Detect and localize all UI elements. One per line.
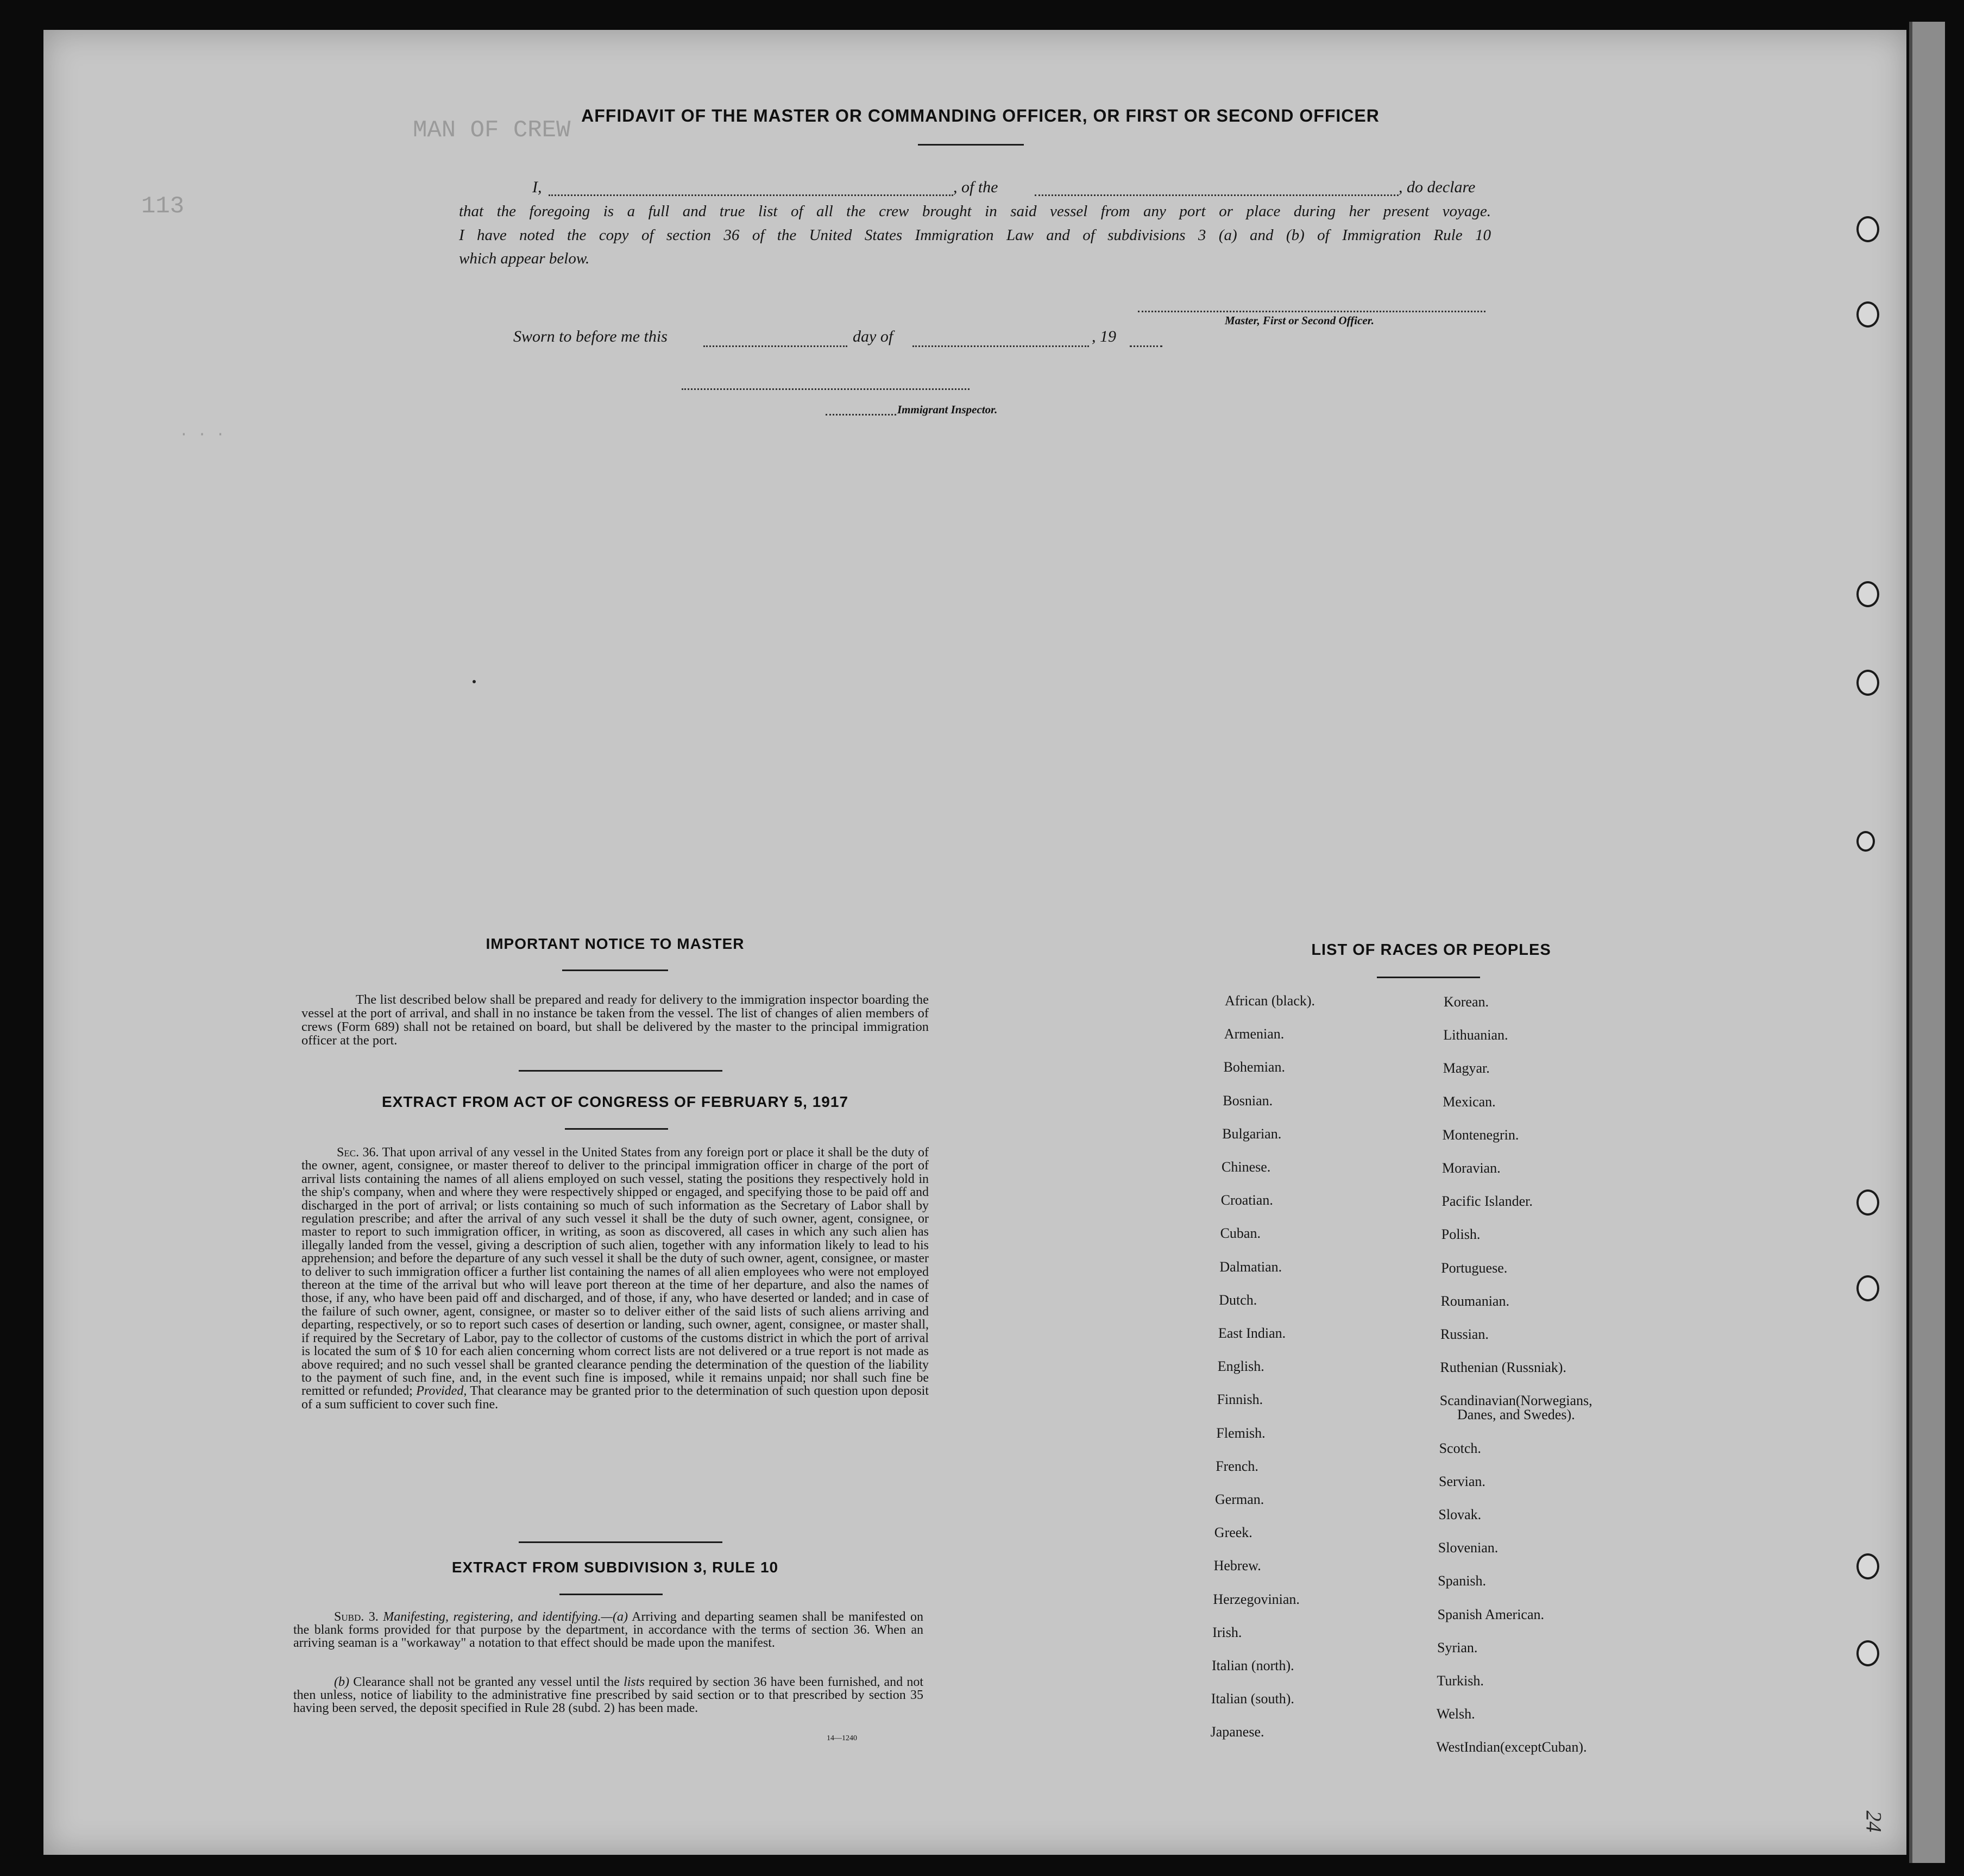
rule-part-a-text: Arriving and departing seamen shall be manifested on the blank forms provided for that purpose by the department, in accordance with the terms of section 36. When an arriving seaman is a "workaway" a notation to that effect should be made upon the manifest. [293,1610,923,1650]
act-title: EXTRACT FROM ACT OF CONGRESS OF FEBRUARY 5, 1917 [381,1093,849,1110]
inspector-signature-field[interactable] [682,388,970,390]
race-item: Spanish. [1438,1573,1487,1589]
bleed-through: MAN OF CREW [413,117,571,144]
binder-hole [1856,1189,1879,1216]
rule-subd-heading: Manifesting, registering, and identifying.—(a) [383,1610,628,1624]
rule-title: EXTRACT FROM SUBDIVISION 3, RULE 10 [451,1559,779,1576]
race-item: Syrian. [1437,1639,1478,1655]
race-item: Scandinavian(Norwegians, [1439,1393,1592,1409]
race-item: WestIndian(exceptCuban). [1436,1739,1587,1755]
races-underline [1377,977,1480,978]
race-item: Dalmatian. [1219,1258,1282,1275]
binder-hole [1856,670,1879,696]
race-item: Italian (north). [1212,1658,1294,1673]
act-underline [565,1128,668,1130]
binder-hole [1856,1553,1879,1579]
race-item: Chinese. [1222,1159,1271,1175]
race-item: Polish. [1441,1226,1481,1243]
race-item: Montenegrin. [1442,1126,1519,1143]
race-item: Slovak. [1438,1507,1482,1522]
race-item: Japanese. [1210,1724,1264,1740]
inspector-lead-dots [826,414,896,416]
race-item: Russian. [1440,1326,1489,1342]
binder-hole [1856,581,1879,607]
act-divider [519,1541,722,1543]
race-item: Flemish. [1216,1425,1266,1441]
binder-hole [1856,1640,1879,1666]
binder-hole [1856,1275,1879,1301]
race-item: German. [1215,1491,1264,1507]
race-item: English. [1217,1358,1264,1375]
race-item: French. [1216,1458,1258,1474]
bleed-through: 113 [141,193,185,220]
affidavit-text: which appear below. [459,250,590,267]
binder-hole [1856,216,1879,242]
master-caption: Master, First or Second Officer. [1225,314,1374,327]
notice-underline [562,970,668,971]
act-tail: That clearance may be granted prior to the determination of such question upon deposit of a sum sufficient to cover such fine. [301,1384,929,1412]
race-item: Greek. [1214,1525,1252,1541]
race-item: Bulgarian. [1222,1125,1282,1142]
rule-underline [559,1594,663,1595]
rule-part-b-text1: Clearance shall not be granted any vessel until the [353,1675,620,1689]
affidavit-title: AFFIDAVIT OF THE MASTER OR COMMANDING OFFICER, OR FIRST OR SECOND OFFICER [581,106,1380,125]
sworn-prefix: Sworn to before me this [513,328,668,345]
rule-part-a [293,1610,923,1650]
race-item: Finnish. [1217,1392,1263,1408]
race-item: Portuguese. [1441,1260,1508,1276]
rule-part-b [293,1676,923,1715]
notice-title: IMPORTANT NOTICE TO MASTER [486,935,745,952]
race-item: Roumanian. [1440,1293,1509,1309]
race-item: African (black). [1225,993,1315,1009]
notice-divider [519,1070,722,1072]
affidavit-declare: , do declare [1399,178,1476,196]
act-section-label: Sec. 36. [337,1145,379,1160]
race-item: Cuban. [1220,1225,1261,1242]
master-signature-field[interactable] [1138,311,1485,312]
race-item: East Indian. [1218,1325,1286,1341]
race-item: Spanish American. [1437,1606,1545,1622]
stray-dot [473,680,476,683]
race-item: Dutch. [1219,1292,1257,1308]
race-item: Danes, and Swedes). [1457,1407,1575,1423]
rule-part-b-text2: required by section 36 have been furnished, and not then unless, notice of liability to the administrative fine prescribed by said section or to that prescribed by section 35 having been served, the deposit specified in Rule 28 (subd. 2) has been made. [293,1675,924,1715]
race-item: Scotch. [1439,1440,1481,1456]
race-item: Bohemian. [1223,1059,1285,1075]
race-item: Irish. [1212,1624,1242,1640]
race-item: Croatian. [1220,1192,1273,1208]
race-item: Mexican. [1443,1093,1496,1110]
binding-edge [1909,22,1945,1863]
act-body [301,1146,929,1411]
rule-part-b-lists: lists [624,1675,645,1689]
race-item: Magyar. [1443,1060,1490,1077]
race-item: Ruthenian (Russniak). [1440,1359,1566,1376]
affidavit-text: that the foregoing is a full and true list of all the crew brought in said vessel from any port or place during her present voyage. [459,203,1491,220]
corner-note: 24 [1861,1810,1886,1833]
name-field[interactable] [549,194,953,196]
race-item: Hebrew. [1213,1558,1261,1574]
race-item: Lithuanian. [1443,1027,1508,1043]
race-item: Welsh. [1436,1706,1475,1722]
race-item: Turkish. [1437,1673,1484,1689]
rule-part-b-label: (b) [334,1675,349,1689]
race-item: Herzegovinian. [1213,1591,1300,1607]
race-item: Slovenian. [1438,1540,1499,1556]
sworn-year-field[interactable] [1130,345,1162,347]
notice-body: The list described below shall be prepared and ready for delivery to the immigration inspector boarding the vessel at the port of arrival, and shall in no instance be taken from the vessel. The list of changes of alien members of crews (Form 689) shall not be retained on board, but shall be delivered by the master to the principal immigration officer at the port. [301,992,929,1048]
affidavit-i: I, [532,178,542,196]
races-title: LIST OF RACES OR PEOPLES [1311,941,1551,959]
inspector-caption: Immigrant Inspector. [897,403,998,416]
sworn-year: , 19 [1092,328,1116,345]
rule-subd-label: Subd. 3. [334,1610,379,1624]
binder-hole [1856,301,1879,328]
binder-hole [1856,831,1875,852]
race-item: Moravian. [1442,1160,1501,1176]
sworn-month-field[interactable] [912,345,1089,347]
form-number: 14—1240 [827,1734,857,1742]
vessel-field[interactable] [1035,194,1399,196]
bleed-through: · · · [179,426,225,443]
race-item: Pacific Islander. [1441,1193,1533,1210]
act-text: That upon arrival of any vessel in the United States from any foreign port or place it shall be the duty of the owner, agent, consignee, or master thereof to deliver to the principal immigration officer in charge of the port of arrival lists containing the names of all aliens employed on such vessel, stating the positions they respectively hold in the ship's company, when and where they were respectively shipped or engaged, and specifying those to be paid off and discharged in the port of arrival; or lists containing so much of such information as the Secretary of Labor shall by regulation prescribe; and after the arrival of any such vessel it shall be the duty of such owner, agent, consignee, or master to report to such immigration officer, in writing, as soon as discovered, all cases in which any such alien has illegally landed from the vessel, giving a description of such alien, together with any information likely to lead to his apprehension; and before the departure of any such vessel it shall be the duty of such owner, agent, consignee, or master to deliver to such immigration officer a further list containing the names of all alien employees who were not employed thereon at the time of the arrival but who will leave port thereon at the time of her departure, and also the names of those, if any, who have been paid off and discharged, and of those, if any, who have deserted or landed; and in case of the failure of such owner, agent, consignee, or master so to deliver either of the said lists of such aliens arriving and departing, respectively, or so to report such cases of desertion or landing, such owner, agent, consignee, or master shall, if required by the Secretary of Labor, pay to the collector of customs of the customs district in which the port of arrival is located the sum of $ 10 for each alien concerning whom correct lists are not delivered or a true report is not made as above required; and no such vessel shall be granted clearance pending the determination of the question of the liability to the payment of such fine, and, in the event such fine is imposed, while it remains unpaid; nor shall such fine be remitted or refunded; [301,1145,929,1399]
affidavit-text: I have noted the copy of section 36 of the United States Immigration Law and of subdivisions 3 (a) and (b) of Immigration Rule 10 [459,226,1491,244]
sworn-day-of: day of [853,328,893,345]
race-item: Italian (south). [1211,1691,1294,1707]
race-item: Servian. [1439,1473,1485,1489]
sworn-day-field[interactable] [703,345,847,347]
race-item: Armenian. [1224,1026,1285,1042]
affidavit-of-the: , of the [953,178,998,196]
title-underline [918,144,1024,146]
act-provided: Provided, [416,1384,467,1399]
race-item: Korean. [1444,994,1489,1010]
race-item: Bosnian. [1223,1092,1273,1109]
